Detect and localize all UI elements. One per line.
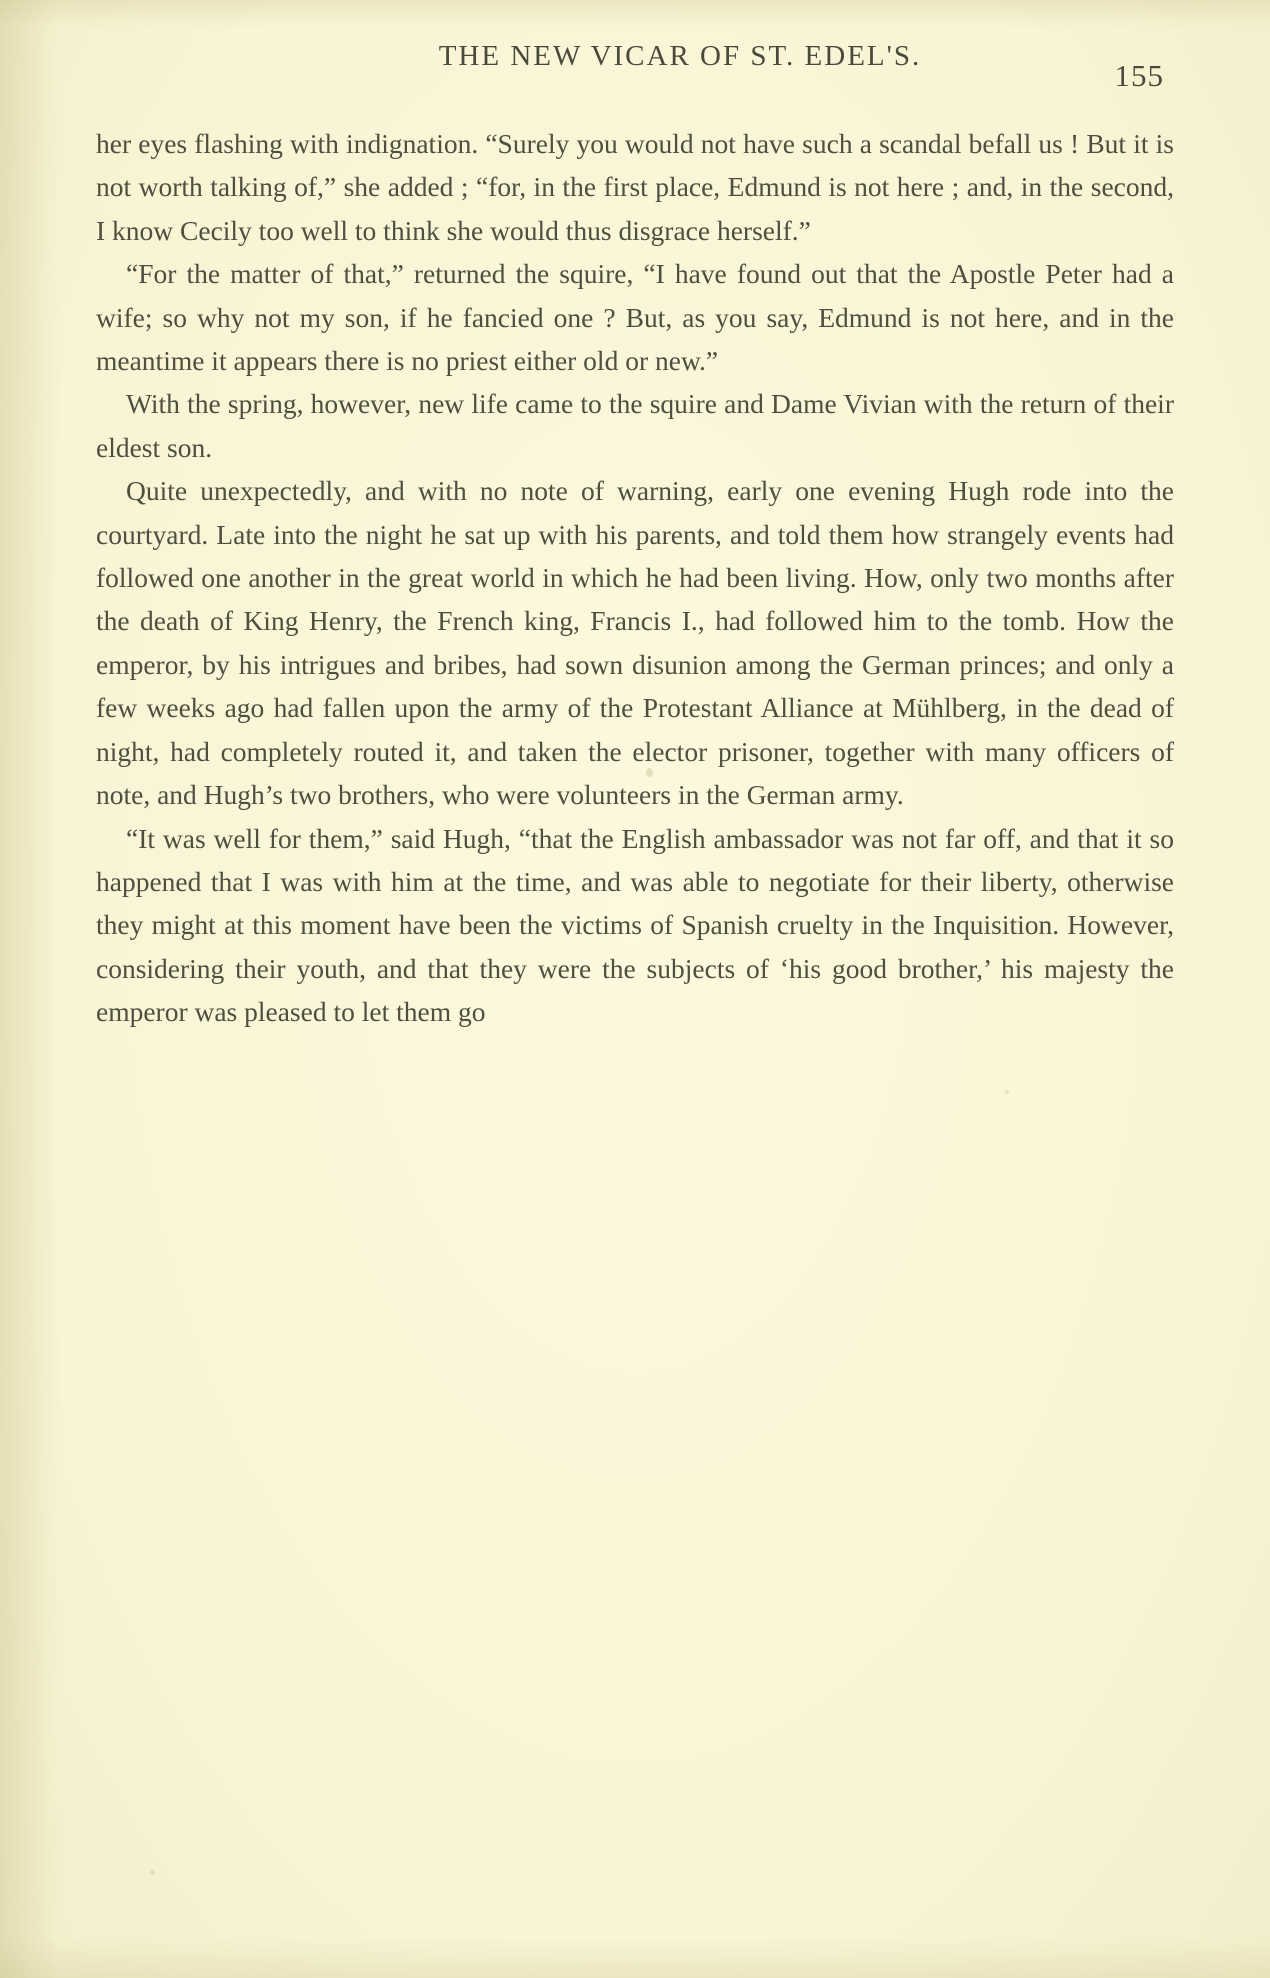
paper-speck (150, 1870, 155, 1875)
body-text (96, 122, 1174, 1034)
page-top-shading (0, 0, 1270, 28)
running-title: THE NEW VICAR OF ST. EDEL'S. (438, 40, 922, 72)
page-header (96, 40, 1174, 98)
paragraph: Quite unexpectedly, and with no note of warning, early one evening Hugh rode into the courtyard. Late into the night he sat up with his parents, and told them how strangely events had followed one another in the great world in which he had been living. How, only two months after the death of King Henry, the French king, Francis I., had followed him to the tomb. How the emperor, by his intrigues and bribes, had sown disunion among the German princes; and only a few weeks ago had fallen upon the army of the Protestant Alliance at Mühlberg, in the dead of night, had completely routed it, and taken the elector prisoner, together with many officers of note, and Hugh’s two brothers, who were volunteers in the German army. (96, 475, 1174, 811)
page-bottom-shading (0, 1938, 1270, 1978)
paragraph: With the spring, however, new life came to the squire and Dame Vivian with the return of their eldest son. (96, 388, 1174, 463)
paper-speck (1005, 1090, 1009, 1094)
page-number: 155 (1114, 58, 1164, 93)
page-left-shading (0, 0, 60, 1978)
paragraph: “For the matter of that,” returned the squire, “I have found out that the Apostle Peter had a wife; so why not my son, if he fancied one ? But, as you say, Edmund is not here, and in the meantime it appears there is no priest either old or new.” (96, 258, 1174, 377)
paragraph: her eyes flashing with indignation. “Surely you would not have such a scandal befall us ! But it is not worth talking of,” she added ; “for, in the first place, Edmund is not here ; and, in the second, I know Cecily too well to think she would thus disgrace herself.” (96, 128, 1174, 246)
page-content (96, 40, 1174, 1034)
paragraph: “It was well for them,” said Hugh, “that the English ambassador was not far off, and that it so happened that I was with him at the time, and was able to negotiate for their liberty, otherwise they might at this moment have been the victims of Spanish cruelty in the Inquisition. However, considering their youth, and that they were the subjects of ‘his good brother,’ his majesty the emperor was pleased to let them go (96, 822, 1174, 1028)
